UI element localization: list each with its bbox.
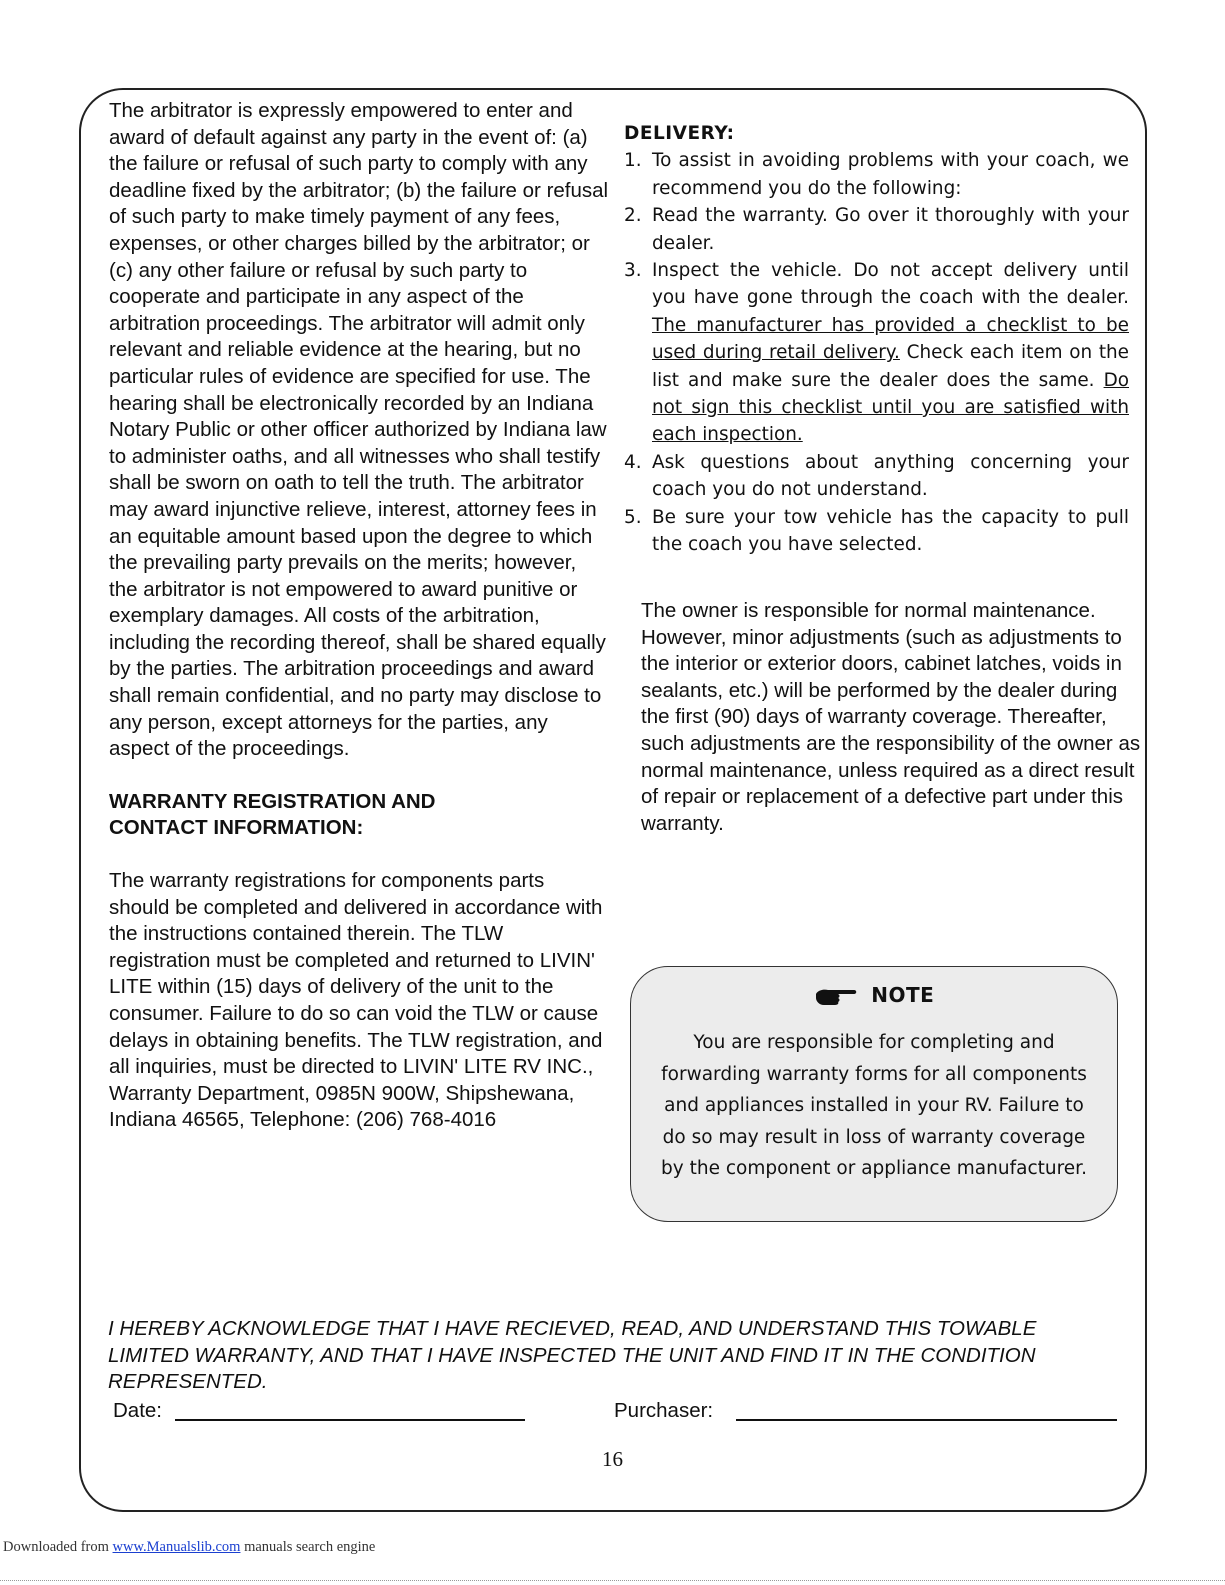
- date-signature-line[interactable]: [175, 1419, 525, 1421]
- note-line: do so may result in loss of warranty coverage: [662, 1126, 1086, 1148]
- left-column: [109, 98, 609, 1134]
- note-title: NOTE: [871, 983, 935, 1007]
- delivery-item-text: Inspect the vehicle. Do not accept delivery until you have gone through the coach with the dealer.: [652, 260, 1129, 309]
- delivery-item: [624, 504, 1129, 559]
- footer-dotted-divider: [0, 1580, 1225, 1581]
- delivery-item-number: 3.: [624, 260, 642, 282]
- delivery-item-number: 5.: [624, 506, 642, 528]
- checklist-underlined-text: The manufacturer has provided a checklist to be used during retail delivery.: [652, 314, 1129, 364]
- registration-heading-line2: CONTACT INFORMATION:: [109, 816, 364, 840]
- registration-heading-line1: WARRANTY REGISTRATION AND: [109, 789, 436, 813]
- delivery-item: [624, 449, 1129, 504]
- note-line: You are responsible for completing and: [693, 1032, 1055, 1053]
- delivery-item-number: 4.: [624, 451, 642, 473]
- purchaser-signature-line[interactable]: [736, 1419, 1117, 1421]
- delivery-item-text: Check each item on the list and make sure the dealer does the same.: [652, 342, 1130, 391]
- owner-maintenance-paragraph: The owner is responsible for normal maintenance. However, minor adjustments (such as adjustments to the interior or exterior doors, cabinet latches, voids in sealants, etc.) will be performed by the dealer during the first (90) days of warranty coverage. Thereafter, such adjustments are the responsibility of the owner as normal maintenance, unless required as a direct result of repair or replacement of a defective part under this warranty.: [641, 599, 1141, 835]
- note-line: forwarding warranty forms for all components: [661, 1063, 1087, 1085]
- delivery-item-number: 1.: [624, 150, 642, 172]
- delivery-item: [624, 202, 1129, 257]
- delivery-item-text: Ask questions about anything concerning your coach you do not understand.: [652, 451, 1129, 501]
- note-body: [645, 1027, 1103, 1185]
- do-not-sign-underlined-text: Do not sign this checklist until you are satisfied with each inspection.: [652, 369, 1129, 446]
- registration-paragraph: The warranty registrations for components parts should be completed and delivered in accordance with the instructions contained therein. The TLW registration must be completed and returned to LIVIN' LITE within (15) days of delivery of the unit to the consumer. Failure to do so can void the TLW or cause delays in obtaining benefits. The TLW registration, and all inquiries, must be directed to LIVIN' LITE RV INC., Warranty Department, 0985N 900W, Shipshewana, Indiana 46565, Telephone: (206) 768-4016: [109, 869, 603, 1132]
- delivery-item: [624, 257, 1129, 449]
- delivery-item: [624, 147, 1129, 202]
- delivery-title: DELIVERY:: [624, 123, 735, 144]
- registration-heading: [109, 789, 609, 842]
- note-header: [631, 983, 1117, 1007]
- delivery-item-text: To assist in avoiding problems with your coach, we recommend you do the following:: [652, 150, 1129, 199]
- footer-prefix: Downloaded from: [3, 1539, 113, 1555]
- download-footer: [3, 1539, 375, 1556]
- date-label: Date:: [113, 1399, 162, 1422]
- manualslib-link[interactable]: www.Manualslib.com: [112, 1539, 241, 1555]
- footer-suffix: manuals search engine: [240, 1539, 376, 1555]
- delivery-item-text: Read the warranty. Go over it thoroughly with your dealer.: [652, 205, 1129, 254]
- arbitration-paragraph: The arbitrator is expressly empowered to enter and award of default against any party in the event of: (a) the failure or refusal of such party to comply with any deadline fixed by the arbitrator; (b) the failure or refusal of such party to make timely payment of any fees, expenses, or other charges billed by the arbitrator; or (c) any other failure or refusal by such party to cooperate and participate in any aspect of the arbitration proceedings. The arbitrator will admit only relevant and reliable evidence at the hearing, but no particular rules of evidence are specified for use. The hearing shall be electronically recorded by an Indiana Notary Public or other officer authorized by Indiana law to administer oaths, and all witnesses who shall testify shall be sworn on oath to tell the truth. The arbitrator may award injunctive relieve, interest, attorney fees in an equitable amount based upon the degree to which the prevailing party prevails on the merits; however, the arbitrator is not empowered to award punitive or exemplary damages. All costs of the arbitration, including the recording thereof, shall be shared equally by the parties. The arbitration proceedings and award shall remain confidential, and no party may disclose to any person, except attorneys for the parties, any aspect of the proceedings.: [109, 99, 609, 761]
- delivery-item-text: Be sure your tow vehicle has the capacity to pull the coach you have selected.: [652, 506, 1129, 556]
- delivery-section: [624, 120, 1129, 559]
- acknowledgement-statement: I HEREBY ACKNOWLEDGE THAT I HAVE RECIEVED, READ, AND UNDERSTAND THIS TOWABLE LIMITED WARRANTY, AND THAT I HAVE INSPECTED THE UNIT AND FIND IT IN THE CONDITION REPRESENTED.: [108, 1317, 1037, 1394]
- page-number: 16: [602, 1447, 623, 1471]
- note-line: by the component or appliance manufacturer.: [661, 1158, 1087, 1179]
- purchaser-label: Purchaser:: [614, 1399, 714, 1422]
- delivery-list: [624, 147, 1129, 558]
- signature-row: [113, 1399, 1123, 1429]
- note-box: [630, 966, 1118, 1222]
- pointing-hand-icon: [814, 986, 858, 1006]
- note-line: and appliances installed in your RV. Failure to: [664, 1095, 1084, 1116]
- delivery-item-number: 2.: [624, 205, 642, 227]
